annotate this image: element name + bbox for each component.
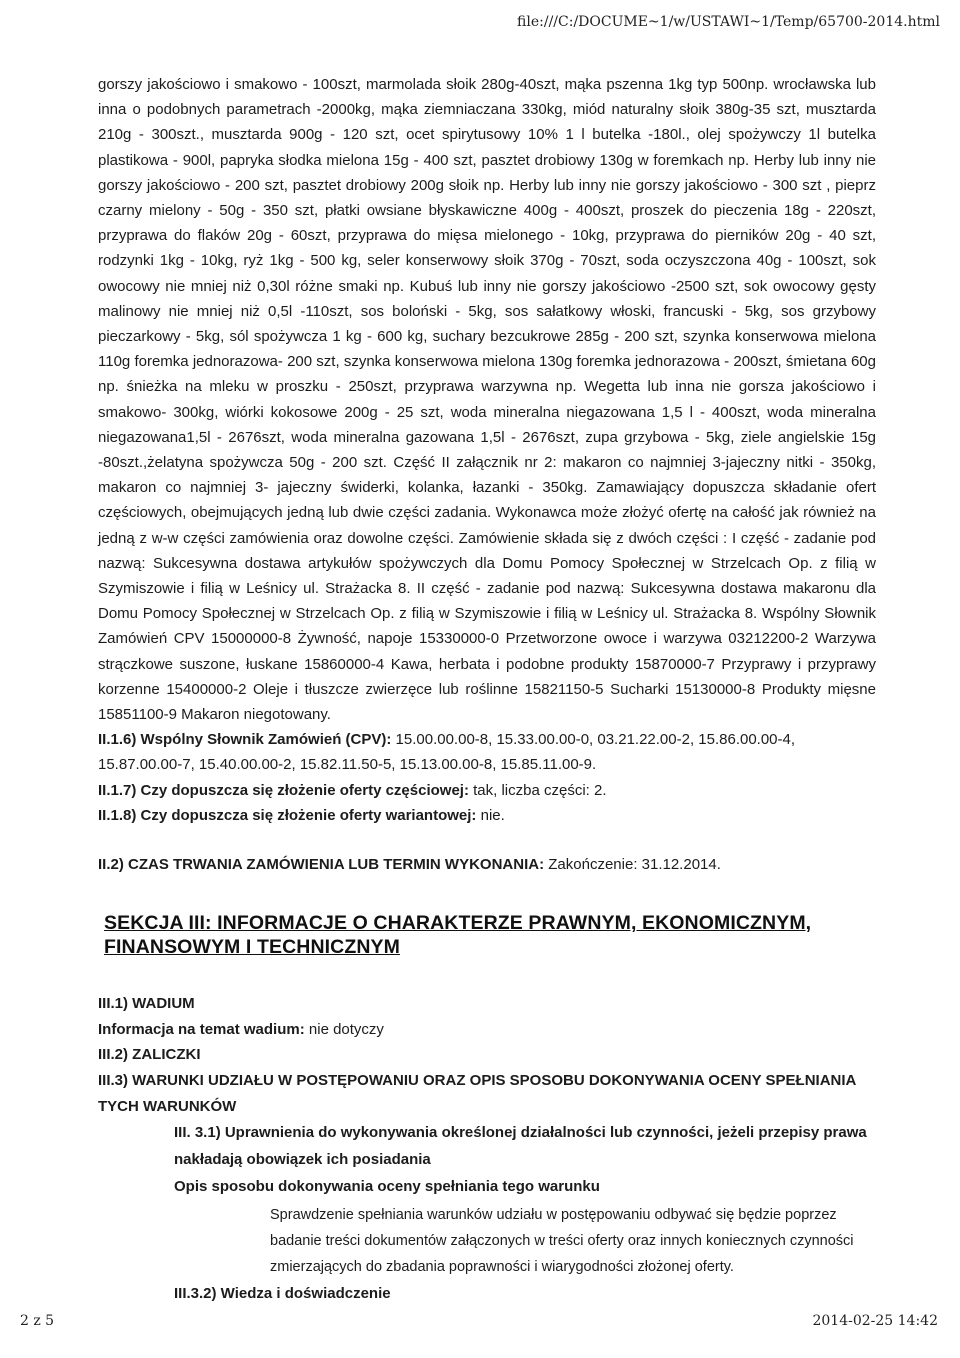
- duration-label: II.2) CZAS TRWANIA ZAMÓWIENIA LUB TERMIN WYKONANIA:: [98, 856, 545, 874]
- page-number: 2 z 5: [20, 1313, 55, 1329]
- sub-32-heading: III.3.2) Wiedza i doświadczenie: [174, 1285, 391, 1303]
- variant-offer-label: II.1.8) Czy dopuszcza się złożenie oferty wariantowej:: [98, 806, 477, 824]
- wadium-info: [98, 1017, 876, 1043]
- opis-text: Sprawdzenie spełniania warunków udziału w postępowaniu odbywać się będzie poprzez badanie treści dokumentów załączonych w treści oferty oraz innych koniecznych czynności zmierzających do zbadania poprawności i wiarygodności złożonej oferty.: [270, 1207, 854, 1276]
- wadium-info-value: nie dotyczy: [308, 1020, 384, 1038]
- sub-31-heading: III. 3.1) Uprawnienia do wykonywania określonej działalności lub czynności, jeżeli przepisy prawa nakładają obowiązek ich posiadania: [174, 1124, 867, 1169]
- variant-offer-value: nie.: [480, 806, 505, 824]
- wadium-heading: III.1) WADIUM: [98, 995, 195, 1013]
- cpv-label: II.1.6) Wspólny Słownik Zamówień (CPV):: [98, 731, 392, 749]
- opis-heading: Opis sposobu dokonywania oceny spełniania tego warunku: [174, 1178, 600, 1196]
- warunki-heading: III.3) WARUNKI UDZIAŁU W POSTĘPOWANIU ORAZ OPIS SPOSOBU DOKONYWANIA OCENY SPEŁNIANIA TYCH WARUNKÓW: [98, 1072, 856, 1115]
- wadium-info-label: Informacja na temat wadium:: [98, 1020, 305, 1038]
- cpv-line: [98, 727, 876, 777]
- body-paragraph: gorszy jakościowo i smakowo - 100szt, marmolada słoik 280g-40szt, mąka pszenna 1kg typ 500np. wrocławska lub inna o podobnych parametrach -2000kg, mąka ziemniaczana 330kg, miód naturalny słoik 380g-35 szt, musztarda 210g - 300szt., musztarda 900g - 120 szt, ocet spirytusowy 10% 1 l butelka -180l., olej spożywczy 1l butelka plastikowa - 900l, papryka słodka mielona 15g - 400 szt, pasztet drobiowy 130g w foremkach np. Herby lub inny nie gorszy jakościowo - 200 szt, pasztet drobiowy 200g słoik np. Herby lub inny nie gorszy jakościowo - 300 szt , pieprz czarny mielony - 50g - 350 szt, płatki owsiane błyskawiczne 400g - 400szt, proszek do pieczenia 18g - 220szt, przyprawa do flaków 20g - 60szt, przyprawa do mięsa mielonego - 10kg, przyprawa do pierników 20g - 40 szt, rodzynki 1kg - 10kg, ryż 1kg - 500 kg, seler konserwowy słoik 370g - 70szt, soda oczyszczona 40g - 100szt, sok owocowy nie mniej niż 0,30l różne smaki np. Kubuś lub inny nie gorszy jakościowo -2500 szt, sok owocowy gęsty malinowy nie mniej niż 0,5l -110szt, sos boloński - 5kg, sos sałatkowy włoski, francuski - 5kg, sos grzybowy pieczarkowy - 5kg, sól spożywcza 1 kg - 600 kg, suchary bezcukrowe 285g - 200 szt, szynka konserwowa mielona 110g foremka jednorazowa- 200 szt, szynka konserwowa mielona 130g foremka jednorazowa - 200szt, śmietana 60g np. śnieżka na mleku w proszku - 250szt, przyprawa warzywna np. Wegetta lub inna nie gorsza jakościowo i smakowo- 300kg, wiórki kokosowe 200g - 25 szt, woda mineralna niegazowana 1,5 l - 400szt, woda mineralna niegazowana1,5l - 2676szt, woda mineralna gazowana 1,5l - 2676szt, zupa grzybowa - 5kg, ziele angielskie 15g -80szt.,żelatyna spożywcza 50g - 200 szt. Część II załącznik nr 2: makaron co najmniej 3-jajeczny nitki - 350kg, makaron co najmniej 3- jajeczny świderki, kolanka, łazanki - 350kg. Zamawiający dopuszcza składanie ofert częściowych, obejmujących jedną lub dwie części zadania. Wykonawca może złożyć ofertę na całość jak również na jedną z w-w części zamówienia oraz dowolne części. Zamówienie składa się z dwóch części : I część - zadanie pod nazwą: Sukcesywna dostawa artykułów spożywczych dla Domu Pomocy Społecznej w Strzelcach Op. z filią w Szymiszowie i filią w Leśnicy ul. Strażacka 8. II część - zadanie pod nazwą: Sukcesywna dostawa makaronu dla Domu Pomocy Społecznej w Strzelcach Op. z filią w Szymiszowie i filią w Leśnicy ul. Strażacka 8. Wspólny Słownik Zamówień CPV 15000000-8 Żywność, napoje 15330000-0 Przetworzone owoce i warzywa 03212200-2 Warzywa strączkowe suszone, łuskane 15860000-4 Kawa, herbata i podobne produkty 15870000-7 Przyprawy i przyprawy korzenne 15400000-2 Oleje i tłuszcze zwierzęce lub roślinne 15821150-5 Sucharki 15130000-8 Produkty mięsne 15851100-9 Makaron niegotowany.: [98, 76, 876, 724]
- duration-line: [98, 852, 876, 877]
- section-3-title: SEKCJA III: INFORMACJE O CHARAKTERZE PRAWNYM, EKONOMICZNYM, FINANSOWYM I TECHNICZNYM: [104, 912, 812, 959]
- partial-offer-line: [98, 778, 876, 803]
- cpv-value: 15.00.00.00-8, 15.33.00.00-0, 03.21.22.00-2, 15.86.00.00-4, 15.87.00.00-7, 15.40.00.00-2, 15.82.11.50-5, 15.13.00.00-8, 15.85.11.00-9.: [98, 731, 796, 774]
- partial-offer-label: II.1.7) Czy dopuszcza się złożenie oferty częściowej:: [98, 781, 469, 799]
- browser-file-url: file:///C:/DOCUME~1/w/USTAWI~1/Temp/65700-2014.html: [517, 14, 940, 30]
- document-content: [98, 72, 876, 1307]
- duration-value: Zakończenie: 31.12.2014.: [548, 856, 721, 874]
- print-datetime: 2014-02-25 14:42: [812, 1313, 938, 1329]
- variant-offer-line: [98, 803, 876, 828]
- zaliczki-heading: III.2) ZALICZKI: [98, 1046, 201, 1064]
- partial-offer-value: tak, liczba części: 2.: [473, 781, 607, 799]
- section-3-body: [98, 991, 876, 1307]
